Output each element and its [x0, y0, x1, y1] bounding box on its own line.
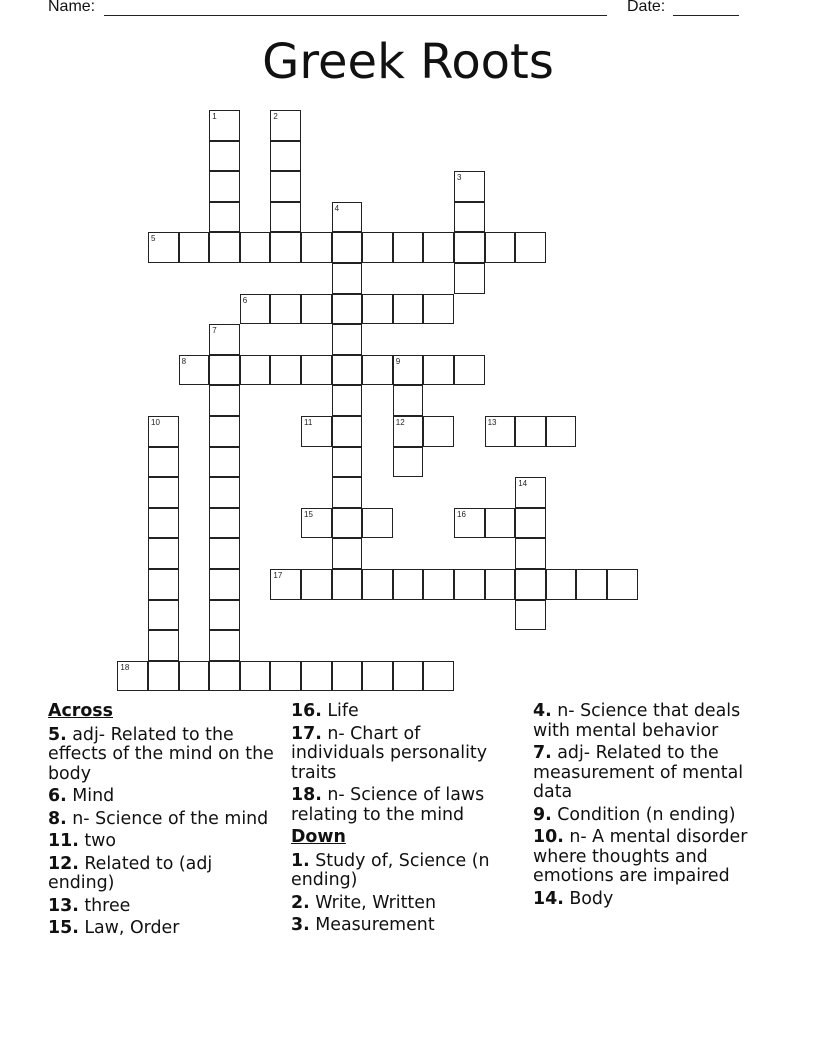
- clue-number: 3: [457, 173, 462, 183]
- grid-cell[interactable]: [393, 661, 424, 692]
- grid-cell[interactable]: [423, 355, 454, 386]
- clue-number: 14: [518, 479, 528, 489]
- grid-cell[interactable]: [301, 569, 332, 600]
- grid-cell[interactable]: [332, 294, 363, 325]
- clue-num: 2.: [291, 892, 310, 913]
- clue-text: n- Science that deals with mental behavior: [533, 701, 741, 741]
- clue-item: [533, 702, 768, 741]
- clue-number: 2: [273, 112, 278, 121]
- clue-num: 15.: [48, 918, 79, 938]
- grid-cell[interactable]: [148, 661, 179, 692]
- grid-cell[interactable]: [332, 324, 363, 355]
- clue-num: 9.: [533, 804, 552, 825]
- grid-cell[interactable]: [607, 569, 638, 600]
- grid-cell[interactable]: [209, 232, 240, 263]
- grid-cell[interactable]: [179, 661, 210, 692]
- grid-cell[interactable]: [209, 477, 240, 508]
- grid-cell[interactable]: [362, 232, 393, 263]
- grid-cell[interactable]: [209, 508, 240, 539]
- clue-text: adj- Related to the effects of the mind on the body: [48, 724, 274, 784]
- grid-cell[interactable]: [393, 355, 424, 386]
- clue-item: [48, 832, 278, 852]
- clue-text: two: [78, 831, 117, 851]
- grid-cell[interactable]: [270, 661, 301, 692]
- grid-cell[interactable]: [301, 416, 332, 447]
- clue-num: 12.: [48, 853, 79, 874]
- grid-cell[interactable]: [301, 294, 332, 325]
- clue-number: 16: [457, 509, 466, 519]
- grid-cell[interactable]: [485, 232, 516, 263]
- grid-cell[interactable]: [576, 569, 607, 600]
- clue-column-3: [533, 702, 768, 912]
- grid-cell[interactable]: [454, 355, 485, 386]
- grid-cell[interactable]: [393, 569, 424, 600]
- grid-cell[interactable]: [362, 569, 393, 600]
- clue-number: 5: [151, 234, 156, 244]
- grid-cell[interactable]: [332, 416, 363, 447]
- clue-number: 6: [242, 295, 248, 305]
- across-heading: Across: [48, 701, 113, 721]
- grid-cell[interactable]: [454, 569, 485, 600]
- grid-cell[interactable]: [332, 385, 363, 416]
- clue-num: 11.: [48, 831, 79, 851]
- grid-cell[interactable]: [209, 447, 240, 478]
- grid-cell[interactable]: [423, 294, 454, 325]
- grid-cell[interactable]: [209, 202, 240, 233]
- grid-cell[interactable]: [209, 110, 240, 141]
- clue-num: 18.: [291, 785, 322, 805]
- grid-cell[interactable]: [332, 661, 363, 692]
- clue-text: Life: [321, 701, 359, 721]
- grid-cell[interactable]: [332, 569, 363, 600]
- clue-text: Write, Written: [309, 892, 436, 913]
- grid-cell[interactable]: [362, 355, 393, 386]
- clue-num: 7.: [533, 743, 552, 763]
- grid-cell[interactable]: [393, 232, 424, 263]
- clue-item: [48, 726, 278, 785]
- grid-cell[interactable]: [209, 600, 240, 631]
- clue-item: [291, 702, 511, 722]
- name-label: Name:: [48, 0, 96, 15]
- grid-cell[interactable]: [179, 355, 210, 386]
- grid-cell[interactable]: [423, 416, 454, 447]
- grid-cell[interactable]: [362, 508, 393, 539]
- down-heading: Down: [291, 827, 346, 847]
- grid-cell[interactable]: [515, 416, 546, 447]
- grid-cell[interactable]: [393, 294, 424, 325]
- clue-number: 18: [120, 662, 130, 672]
- grid-cell[interactable]: [515, 508, 546, 539]
- grid-cell[interactable]: [454, 232, 485, 263]
- grid-cell[interactable]: [423, 569, 454, 600]
- clue-item: [291, 786, 511, 825]
- grid-cell[interactable]: [240, 232, 271, 263]
- clue-text: Body: [563, 888, 614, 909]
- clue-text: n- A mental disorder where thoughts and emotions are impaired: [533, 827, 748, 886]
- grid-cell[interactable]: [301, 661, 332, 692]
- clue-num: 13.: [48, 895, 79, 916]
- grid-cell[interactable]: [209, 661, 240, 692]
- clue-item: [48, 787, 278, 807]
- clue-item: [533, 806, 768, 826]
- grid-cell[interactable]: [148, 569, 179, 600]
- grid-cell[interactable]: [485, 508, 516, 539]
- grid-cell[interactable]: [270, 202, 301, 233]
- clue-item: [48, 810, 278, 830]
- grid-cell[interactable]: [362, 294, 393, 325]
- grid-cell[interactable]: [515, 538, 546, 569]
- clue-num: 16.: [291, 701, 322, 721]
- grid-cell[interactable]: [148, 232, 179, 263]
- across-clue-list: [48, 726, 278, 939]
- grid-cell[interactable]: [209, 355, 240, 386]
- grid-cell[interactable]: [485, 569, 516, 600]
- grid-cell[interactable]: [332, 477, 363, 508]
- grid-cell[interactable]: [454, 508, 485, 539]
- grid-cell[interactable]: [332, 263, 363, 294]
- clue-item: [533, 828, 768, 887]
- grid-cell[interactable]: [270, 232, 301, 263]
- clue-num: 8.: [48, 808, 67, 829]
- grid-cell[interactable]: [393, 447, 424, 478]
- grid-cell[interactable]: [332, 355, 363, 386]
- grid-cell[interactable]: [270, 294, 301, 325]
- grid-cell[interactable]: [332, 447, 363, 478]
- clue-number: 13: [487, 418, 497, 427]
- grid-cell[interactable]: [209, 385, 240, 416]
- clue-text: Mind: [66, 786, 115, 806]
- clue-number: 7: [212, 326, 217, 336]
- clue-item: [291, 725, 511, 784]
- grid-cell[interactable]: [515, 569, 546, 600]
- grid-cell[interactable]: [423, 232, 454, 263]
- grid-cell[interactable]: [270, 171, 301, 202]
- grid-cell[interactable]: [515, 600, 546, 631]
- grid-cell[interactable]: [454, 171, 485, 202]
- grid-cell[interactable]: [148, 600, 179, 631]
- grid-cell[interactable]: [270, 569, 301, 600]
- clue-text: Related to (adj ending): [48, 853, 213, 893]
- grid-cell[interactable]: [485, 416, 516, 447]
- clue-text: Condition (n ending): [551, 804, 736, 825]
- clue-text: adj- Related to the measurement of mental data: [533, 743, 744, 802]
- clue-column-1: [48, 702, 278, 942]
- grid-cell[interactable]: [148, 538, 179, 569]
- clue-text: Measurement: [309, 915, 435, 935]
- clue-item: [48, 855, 278, 894]
- clue-item: [291, 852, 511, 891]
- grid-cell[interactable]: [362, 661, 393, 692]
- clue-text: Law, Order: [78, 918, 180, 938]
- clue-num: 17.: [291, 723, 322, 744]
- clue-number: 10: [151, 418, 160, 427]
- grid-cell[interactable]: [332, 508, 363, 539]
- grid-cell[interactable]: [209, 630, 240, 661]
- grid-cell[interactable]: [332, 202, 363, 233]
- clue-text: n- Science of the mind: [66, 808, 269, 829]
- grid-cell[interactable]: [240, 294, 271, 325]
- grid-cell[interactable]: [301, 232, 332, 263]
- grid-cell[interactable]: [209, 569, 240, 600]
- clue-item: [291, 894, 511, 914]
- down-clue-list-continued: [533, 702, 768, 909]
- clue-num: 14.: [533, 888, 564, 909]
- grid-cell[interactable]: [209, 141, 240, 172]
- grid-cell[interactable]: [454, 202, 485, 233]
- grid-cell[interactable]: [332, 232, 363, 263]
- grid-cell[interactable]: [148, 508, 179, 539]
- clue-number: 8: [181, 356, 187, 366]
- grid-cell[interactable]: [301, 355, 332, 386]
- clue-item: [48, 919, 278, 939]
- clue-number: 15: [304, 509, 313, 519]
- grid-cell[interactable]: [209, 416, 240, 447]
- grid-cell[interactable]: [515, 477, 546, 508]
- grid-cell[interactable]: [270, 110, 301, 141]
- page-title: Greek Roots: [262, 34, 554, 90]
- clue-num: 10.: [533, 827, 564, 847]
- clue-item: [48, 897, 278, 917]
- grid-cell[interactable]: [393, 385, 424, 416]
- clue-number: 1: [212, 112, 217, 121]
- grid-cell[interactable]: [423, 661, 454, 692]
- clue-num: 3.: [291, 915, 310, 935]
- clue-number: 9: [395, 356, 401, 366]
- clue-text: n- Chart of individuals personality traits: [291, 723, 488, 783]
- grid-cell[interactable]: [546, 569, 577, 600]
- grid-cell[interactable]: [393, 416, 424, 447]
- clue-item: [533, 890, 768, 910]
- grid-cell[interactable]: [179, 232, 210, 263]
- clue-item: [291, 916, 511, 936]
- grid-cell[interactable]: [209, 324, 240, 355]
- clue-num: 4.: [533, 701, 552, 721]
- grid-cell[interactable]: [148, 416, 179, 447]
- grid-cell[interactable]: [209, 538, 240, 569]
- clue-text: Study of, Science (n ending): [291, 850, 490, 890]
- grid-cell[interactable]: [332, 538, 363, 569]
- clue-column-2: [291, 702, 511, 939]
- grid-cell[interactable]: [240, 661, 271, 692]
- grid-cell[interactable]: [301, 508, 332, 539]
- clue-number: 17: [273, 571, 283, 580]
- grid-cell[interactable]: [270, 141, 301, 172]
- grid-cell[interactable]: [270, 355, 301, 386]
- grid-cell[interactable]: [148, 477, 179, 508]
- grid-cell[interactable]: [546, 416, 577, 447]
- clue-num: 6.: [48, 786, 67, 806]
- clue-number: 11: [304, 418, 313, 427]
- grid-cell[interactable]: [148, 630, 179, 661]
- down-clue-list: [291, 852, 511, 936]
- clue-item: [533, 744, 768, 803]
- across-clue-list-continued: [291, 702, 511, 825]
- grid-cell[interactable]: [148, 447, 179, 478]
- grid-cell[interactable]: [209, 171, 240, 202]
- clue-text: n- Science of laws relating to the mind: [291, 785, 485, 825]
- clue-text: three: [78, 895, 131, 916]
- date-label: Date:: [627, 0, 666, 15]
- clue-number: 12: [395, 418, 405, 427]
- grid-cell[interactable]: [117, 661, 148, 692]
- grid-cell[interactable]: [454, 263, 485, 294]
- clue-num: 1.: [291, 850, 310, 871]
- grid-cell[interactable]: [240, 355, 271, 386]
- clue-num: 5.: [48, 724, 67, 745]
- clue-number: 4: [334, 203, 340, 213]
- grid-cell[interactable]: [515, 232, 546, 263]
